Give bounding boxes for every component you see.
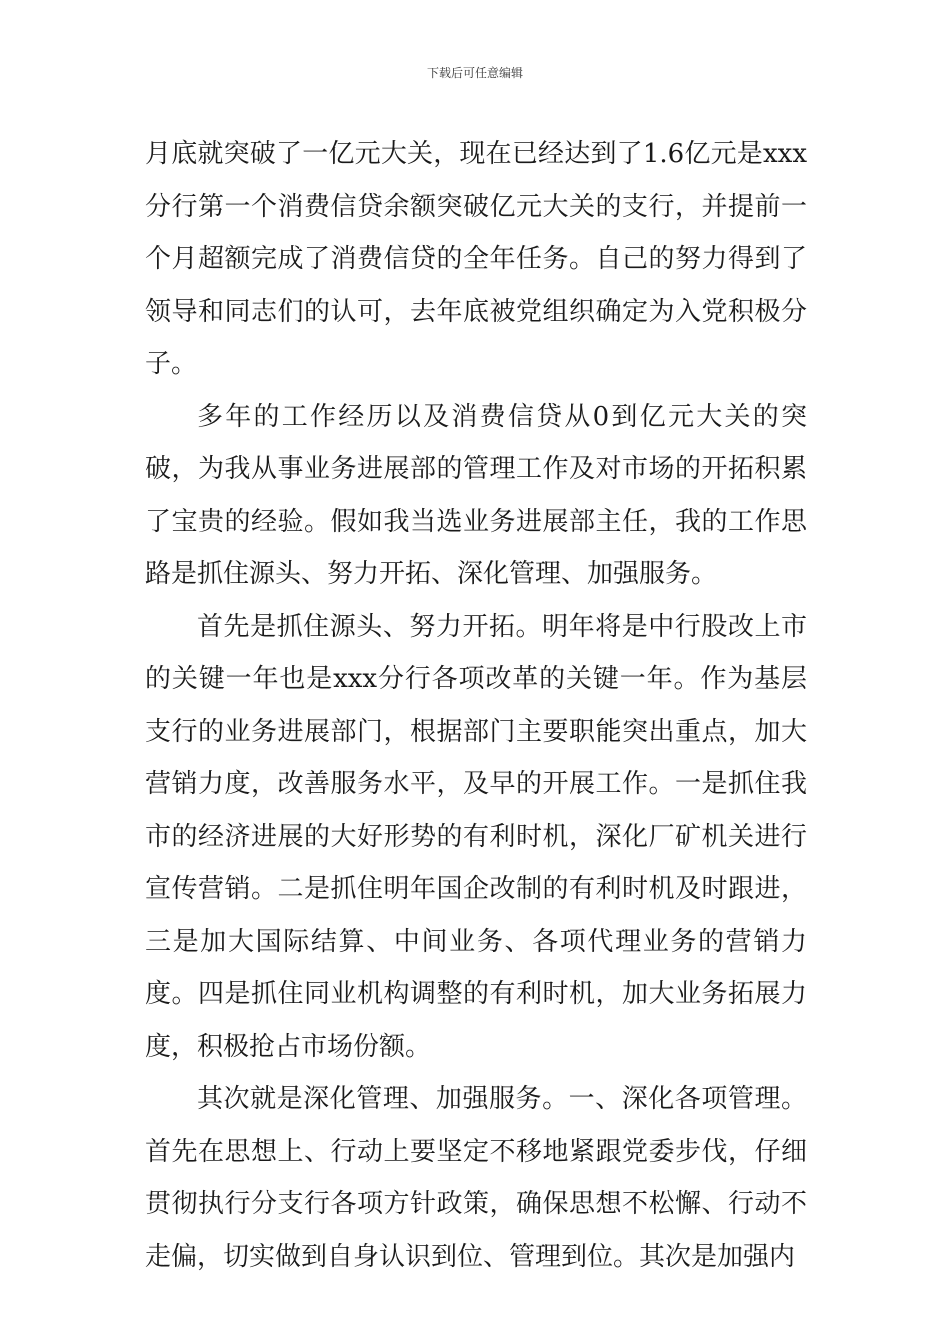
paragraph-4: 其次就是深化管理、加强服务。一、深化各项管理。首先在思想上、行动上要坚定不移地紧跟党委步伐，仔细贯彻执行分支行各项方针政策，确保思想不松懈、行动不走偏，切实做到自身认识到位、管理到位。其次是加强内: [145, 1084, 807, 1272]
paragraph-1: 月底就突破了一亿元大关，现在已经达到了1.6亿元是xxx分行第一个消费信贷余额突破亿元大关的支行，并提前一个月超额完成了消费信贷的全年任务。自己的努力得到了领导和同志们的认可，去年底被党组织确定为入党积极分子。: [145, 139, 807, 379]
document-body: [145, 128, 807, 1283]
page-header: 下载后可任意编辑: [426, 66, 523, 80]
paragraph-3: 首先是抓住源头、努力开拓。明年将是中行股改上市的关键一年也是xxx分行各项改革的关键一年。作为基层支行的业务进展部门，根据部门主要职能突出重点，加大营销力度，改善服务水平，及早的开展工作。一是抓住我市的经济进展的大好形势的有利时机，深化厂矿机关进行宣传营销。二是抓住明年国企改制的有利时机及时跟进，三是加大国际结算、中间业务、各项代理业务的营销力度。四是抓住同业机构调整的有利时机，加大业务拓展力度，积极抢占市场份额。: [145, 611, 807, 1062]
paragraph-2: 多年的工作经历以及消费信贷从0到亿元大关的突破，为我从事业务进展部的管理工作及对市场的开拓积累了宝贵的经验。假如我当选业务进展部主任，我的工作思路是抓住源头、努力开拓、深化管理、加强服务。: [145, 401, 807, 589]
